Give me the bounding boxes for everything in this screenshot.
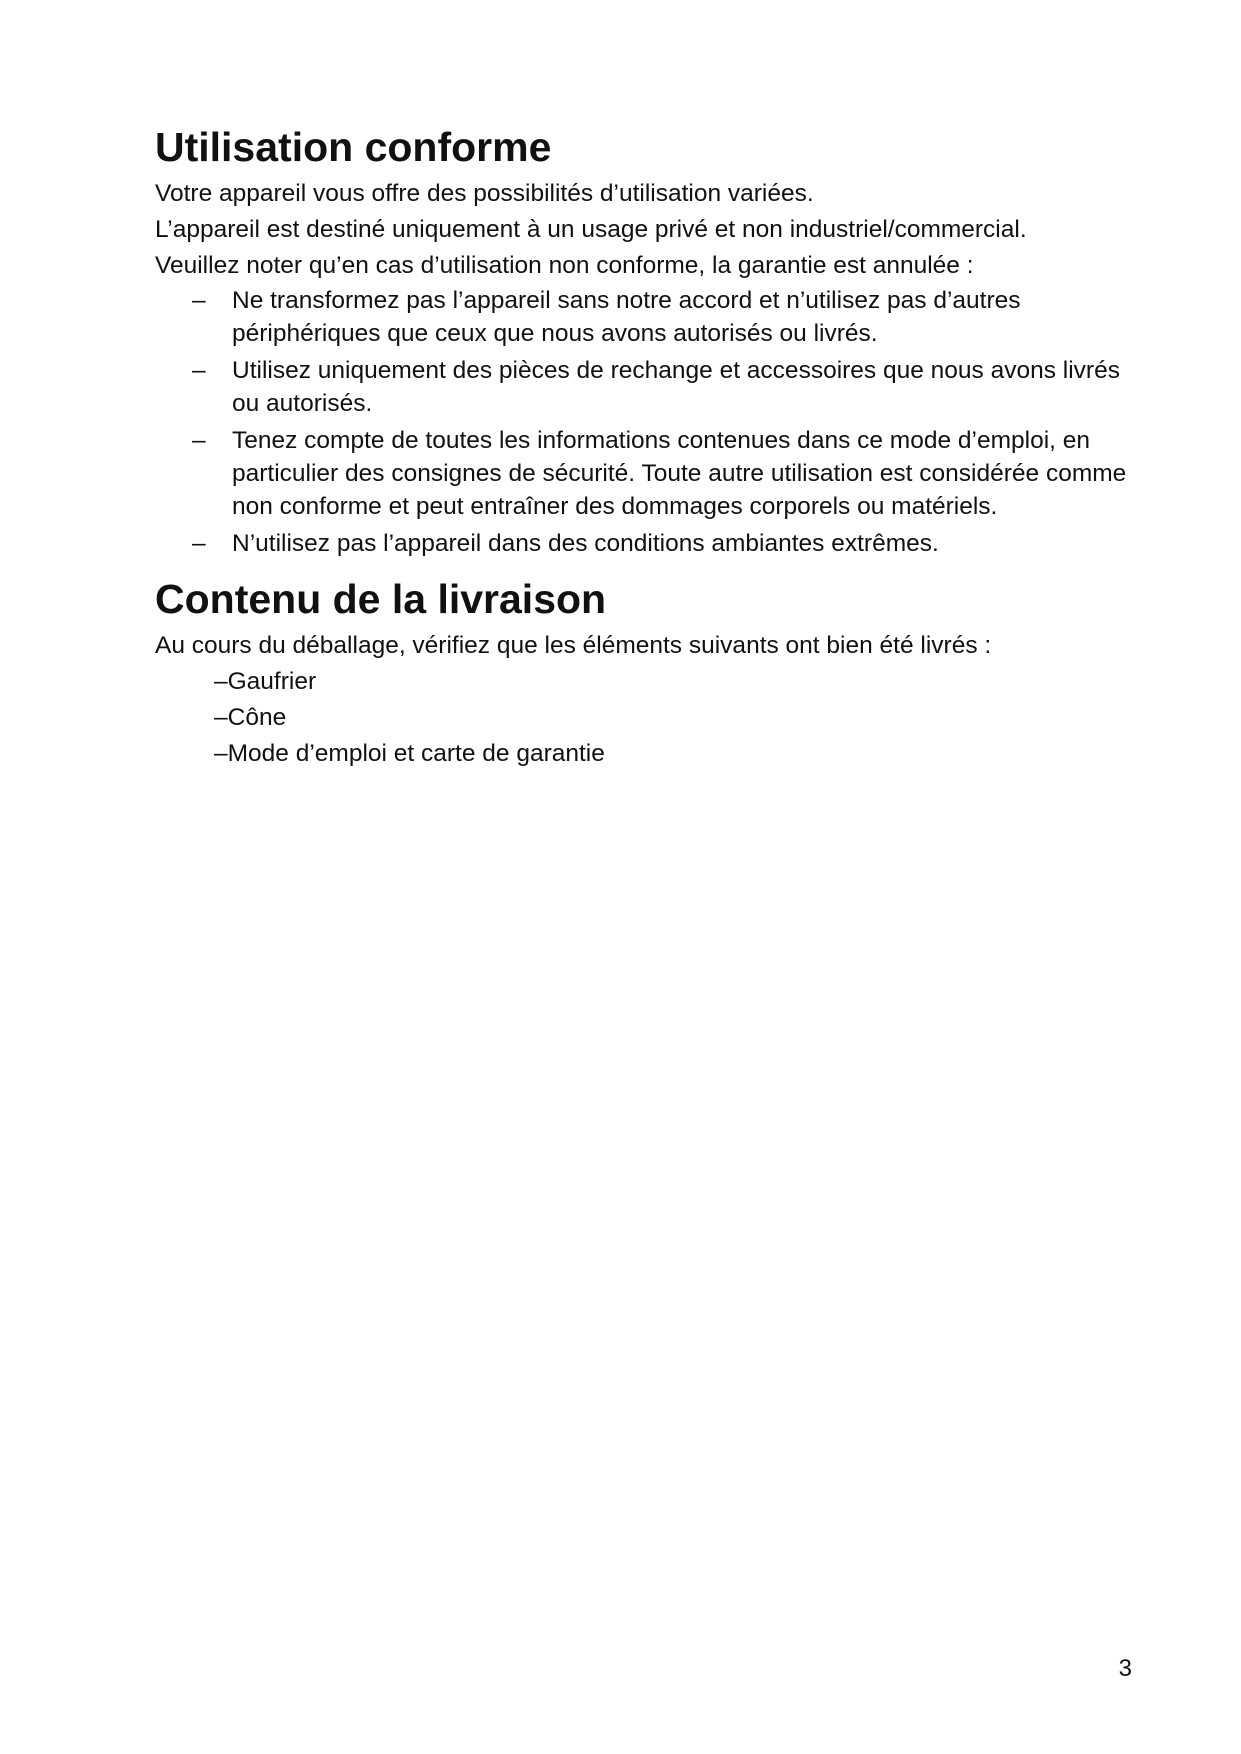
bullet-text: Tenez compte de toutes les informations contenues dans ce mode d’emploi, en particulier des consignes de sécurité. Toute autre utilisation est considérée comme non conforme et peut entraîner des dommages corporels ou matériels. (232, 427, 1127, 520)
paragraph-utilisations-variees: Votre appareil vous offre des possibilités d’utilisation variées. (155, 180, 814, 207)
bullet-text: Utilisez uniquement des pièces de rechange et accessoires que nous avons livrés ou autorisés. (232, 357, 1120, 417)
list-item: –Cône (214, 704, 287, 731)
paragraph-garantie-annulee: Veuillez noter qu’en cas d’utilisation non conforme, la garantie est annulée : (155, 252, 974, 279)
section-title-contenu: Contenu de la livraison (155, 576, 607, 622)
delivery-items-list (155, 664, 1135, 772)
section-title-utilisation: Utilisation conforme (155, 124, 552, 170)
page-number: 3 (1118, 1655, 1132, 1682)
usage-bullet-list (155, 284, 1135, 560)
paragraph-usage-prive: L’appareil est destiné uniquement à un usage privé et non industriel/commercial. (155, 216, 1027, 243)
bullet-dash: – (192, 287, 206, 314)
list-item: –Mode d’emploi et carte de garantie (214, 740, 605, 767)
bullet-dash: – (192, 357, 206, 384)
bullet-item (155, 527, 1135, 560)
bullet-dash: – (192, 427, 206, 454)
list-item: –Gaufrier (214, 668, 317, 695)
bullet-text: Ne transformez pas l’appareil sans notre accord et n’utilisez pas d’autres périphériques que ceux que nous avons autorisés ou livrés. (232, 287, 1021, 347)
paragraph-deballage: Au cours du déballage, vérifiez que les éléments suivants ont bien été livrés : (155, 632, 992, 659)
page-content (155, 118, 1135, 772)
bullet-item (155, 424, 1135, 523)
bullet-dash: – (192, 530, 206, 557)
bullet-item (155, 354, 1135, 420)
bullet-item (155, 284, 1135, 350)
bullet-text: N’utilisez pas l’appareil dans des conditions ambiantes extrêmes. (232, 530, 939, 557)
